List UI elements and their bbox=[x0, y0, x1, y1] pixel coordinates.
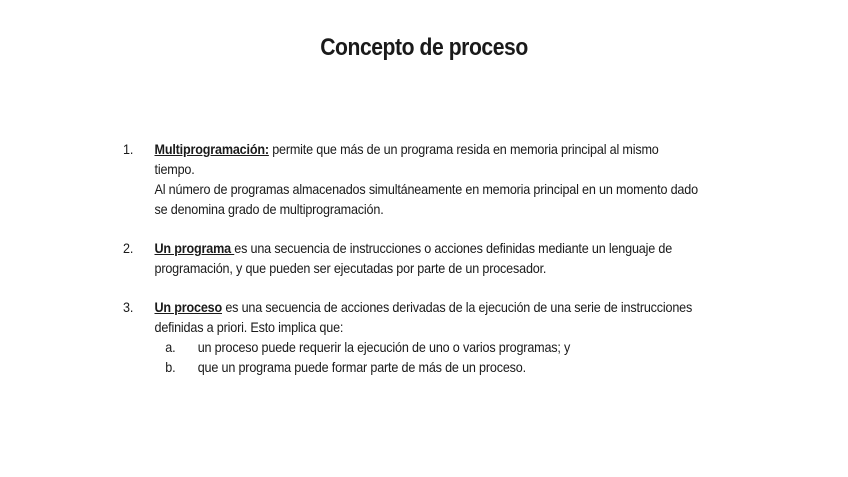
sub-list-item-a bbox=[155, 337, 700, 357]
item-text: permite que más de un programa resida en memoria principal al mismo tiempo. bbox=[154, 141, 659, 177]
sub-list-item-b bbox=[155, 357, 700, 377]
sub-item-text: que un programa puede formar parte de más de un proceso. bbox=[197, 359, 526, 375]
list-item-2 bbox=[123, 238, 699, 278]
item-paragraph bbox=[155, 238, 700, 278]
sub-item-text: un proceso puede requerir la ejecución de uno o varios programas; y bbox=[197, 339, 571, 355]
list-item-1 bbox=[123, 139, 699, 219]
term-un-programa: Un programa bbox=[154, 240, 235, 256]
item-number: 2. bbox=[123, 240, 134, 256]
item-number: 3. bbox=[123, 299, 134, 315]
term-multiprogramacion: Multiprogramación: bbox=[154, 141, 269, 157]
item-number: 1. bbox=[123, 141, 134, 157]
numbered-list bbox=[123, 139, 699, 396]
slide-title: Concepto de proceso bbox=[320, 34, 528, 61]
item-paragraph bbox=[155, 139, 700, 179]
list-item-3 bbox=[123, 297, 699, 377]
sub-list bbox=[155, 337, 700, 377]
term-un-proceso: Un proceso bbox=[154, 299, 223, 315]
sub-item-letter: b. bbox=[165, 359, 176, 375]
item-text: es una secuencia de instrucciones o acciones definidas mediante un lenguaje de programación, y que pueden ser ejecutadas por parte de un procesador. bbox=[154, 240, 673, 276]
item-extra-paragraph: Al número de programas almacenados simultáneamente en memoria principal en un momento dado se denomina grado de multiprogramación. bbox=[154, 181, 698, 217]
item-paragraph bbox=[155, 297, 700, 337]
item-text: es una secuencia de acciones derivadas de la ejecución de una serie de instrucciones definidas a priori. Esto implica que: bbox=[154, 299, 693, 335]
sub-item-letter: a. bbox=[165, 339, 176, 355]
